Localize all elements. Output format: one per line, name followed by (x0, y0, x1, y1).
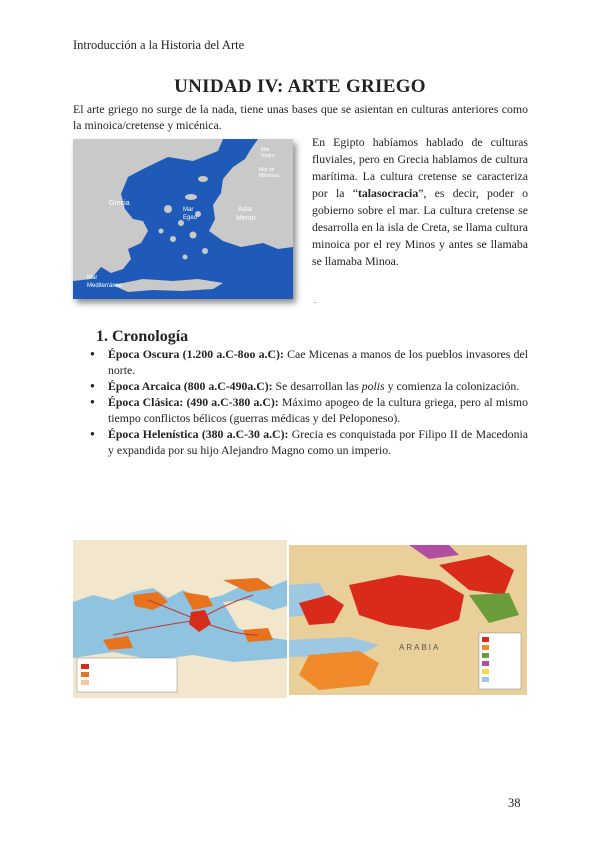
period-label: Época Oscura (1.200 a.C-8oo a.C): (108, 347, 284, 361)
chronology-list (90, 346, 528, 458)
aegean-map (73, 139, 293, 299)
polis-term: polis (361, 379, 385, 393)
period-text: Cae Micenas a manos de los pueblos invasores del norte. (108, 347, 528, 377)
talasocracia-term: talasocracia (357, 186, 419, 200)
list-item (90, 426, 528, 458)
label-arabia: ARABIA (399, 643, 441, 652)
label-mar-egeo-1: Mar (183, 207, 194, 213)
page-title: UNIDAD IV: ARTE GRIEGO (174, 76, 426, 97)
period-text: Se desarrollan las (272, 379, 362, 393)
period-label: Época Clásica: (490 a.C-380 a.C): (108, 395, 279, 409)
period-text: Máximo apogeo de la cultura griega, pero al mismo tiempo conflictos bélicos (guerras médicas y del Peloponeso). (108, 395, 528, 425)
period-text: y comienza la colonización. (384, 379, 520, 393)
label-mediterraneo-2: Mediterráneo (87, 283, 123, 289)
label-mar-negro-1: Mar (261, 147, 270, 153)
label-marmara-1: Mar de (259, 167, 275, 173)
side-text-part2: ”, es decir, poder o gobierno sobre el mar. La cultura cretense se desarrolla en la isla de Creta, se llama cultura minoica por el rey Minos y antes se llamaba se llamaba Minoa. (312, 186, 529, 268)
page-number: 38 (508, 796, 521, 810)
period-text: Grecia es conquistada por Filipo II de Macedonia y expandida por su hijo Alejandro Magno como un imperio. (108, 427, 528, 457)
period-label: Época Arcaica (800 a.C-490a.C): (108, 379, 273, 393)
label-mediterraneo-1: Mar (87, 275, 98, 281)
label-mar-negro-2: Negro (261, 153, 275, 159)
colonization-map (73, 540, 287, 698)
label-grecia: Grecia (109, 200, 130, 207)
label-marmara-2: Mármara (259, 173, 280, 179)
maritime-culture-paragraph (312, 134, 528, 270)
list-item (90, 346, 528, 378)
list-item (90, 378, 528, 394)
stray-dot: . (314, 296, 316, 305)
period-label: Época Helenística (380 a.C-30 a.C): (108, 427, 289, 441)
label-asia-1: Asia (238, 206, 252, 213)
hellenistic-map (289, 545, 527, 695)
section-heading-chronology: 1. Cronología (96, 328, 189, 345)
intro-paragraph: El arte griego no surge de la nada, tiene unas bases que se asientan en culturas anteriores como la minoica/cretense y micénica. (73, 102, 528, 132)
label-mar-egeo-2: Egeo (183, 215, 198, 221)
label-asia-2: Menor (236, 215, 256, 222)
list-item (90, 394, 528, 426)
side-text-part1: En Egipto habíamos hablado de culturas fluviales, pero en Grecia hablamos de cultura marítima. La cultura cretense se caracteriza por la “ (312, 135, 528, 200)
running-header: Introducción a la Historia del Arte (73, 38, 245, 52)
